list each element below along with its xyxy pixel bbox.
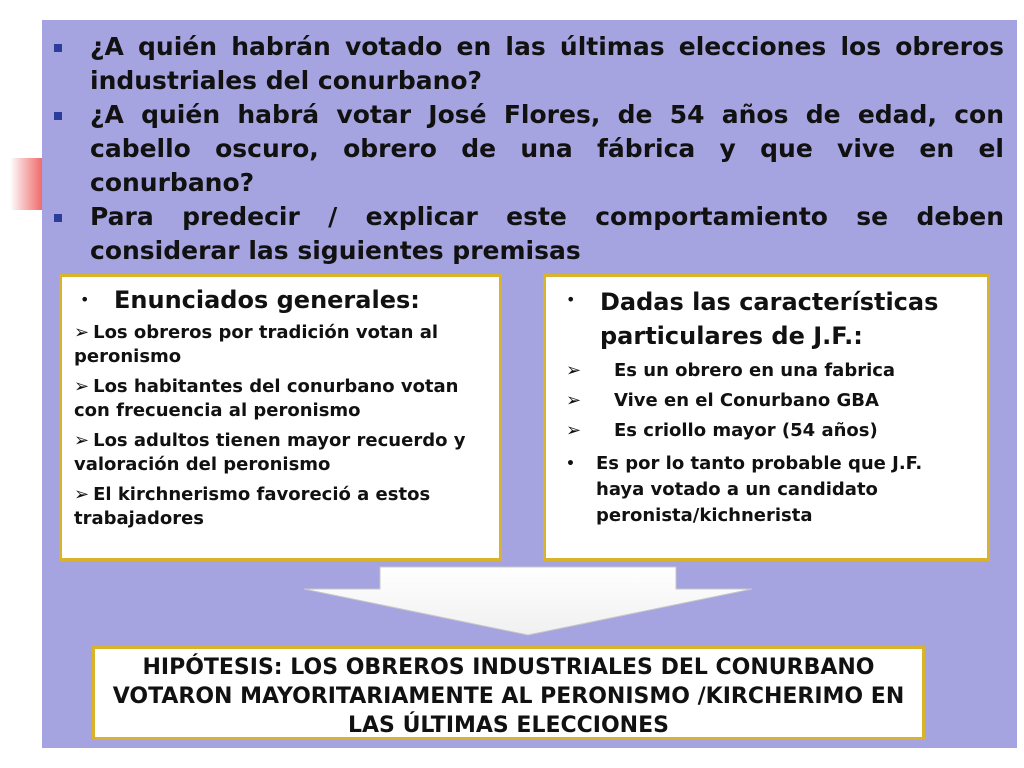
square-bullet-icon (54, 44, 62, 52)
list-item: ➢ Es un obrero en una fabrica (560, 359, 973, 383)
down-arrow-icon (300, 565, 760, 639)
conclusion-text: Es por lo tanto probable que J.F. haya votado a un candidato peronista/kichnerista (596, 453, 923, 526)
decorative-red-bar (10, 158, 42, 210)
list-item: ➢ Es criollo mayor (54 años) (560, 419, 973, 443)
bullet-text: ¿A quién habrán votado en las últimas elecciones los obreros industriales del conurbano? (90, 32, 1004, 95)
general-statements-box (59, 274, 502, 561)
bullet-text: Para predecir / explicar este comportamiento se deben considerar las siguientes premisas (90, 202, 1004, 265)
square-bullet-icon (54, 112, 62, 120)
arrow-bullet-icon: ➢ (566, 420, 582, 441)
list-item: ➢ Los habitantes del conurbano votan con frecuencia al peronismo (74, 376, 459, 421)
round-bullet-icon: • (566, 456, 575, 472)
bullet-text: ¿A quién habrá votar José Flores, de 54 años de edad, con cabello oscuro, obrero de una fábrica y que vive en el conurbano? (90, 100, 1004, 197)
list-item: ➢ Los adultos tienen mayor recuerdo y valoración del peronismo (74, 430, 466, 475)
arrow-bullet-icon: ➢ (74, 430, 90, 451)
square-bullet-icon (54, 214, 62, 222)
hypothesis-text: HIPÓTESIS: LOS OBREROS INDUSTRIALES DEL CONURBANO VOTARON MAYORITARIAMENTE AL PERONISMO /KIRCHERIMO EN LAS ÚLTIMAS ELECCIONES (112, 655, 905, 738)
hypothesis-box (92, 646, 925, 740)
arrow-bullet-icon: ➢ (74, 484, 90, 505)
particular-characteristics-box (543, 274, 990, 561)
arrow-bullet-icon: ➢ (74, 376, 90, 397)
arrow-bullet-icon: ➢ (74, 322, 90, 343)
bullet-question-1 (46, 30, 1004, 98)
arrow-bullet-icon: ➢ (566, 360, 582, 381)
list-item: ➢ Los obreros por tradición votan al peronismo (74, 322, 439, 367)
round-bullet-icon: • (566, 290, 576, 309)
bullet-question-2 (46, 98, 1004, 200)
bullet-premises (46, 200, 1004, 268)
question-list (46, 30, 1004, 268)
conclusion-item (560, 451, 973, 529)
list-item: ➢ El kirchnerismo favoreció a estos trabajadores (74, 484, 431, 529)
particular-characteristics-heading: Dadas las características particulares de J.F.: (600, 288, 939, 350)
list-item: ➢ Vive en el Conurbano GBA (560, 389, 973, 413)
general-statements-heading: Enunciados generales: (114, 286, 420, 314)
arrow-bullet-icon: ➢ (566, 390, 582, 411)
round-bullet-icon: • (80, 290, 90, 309)
